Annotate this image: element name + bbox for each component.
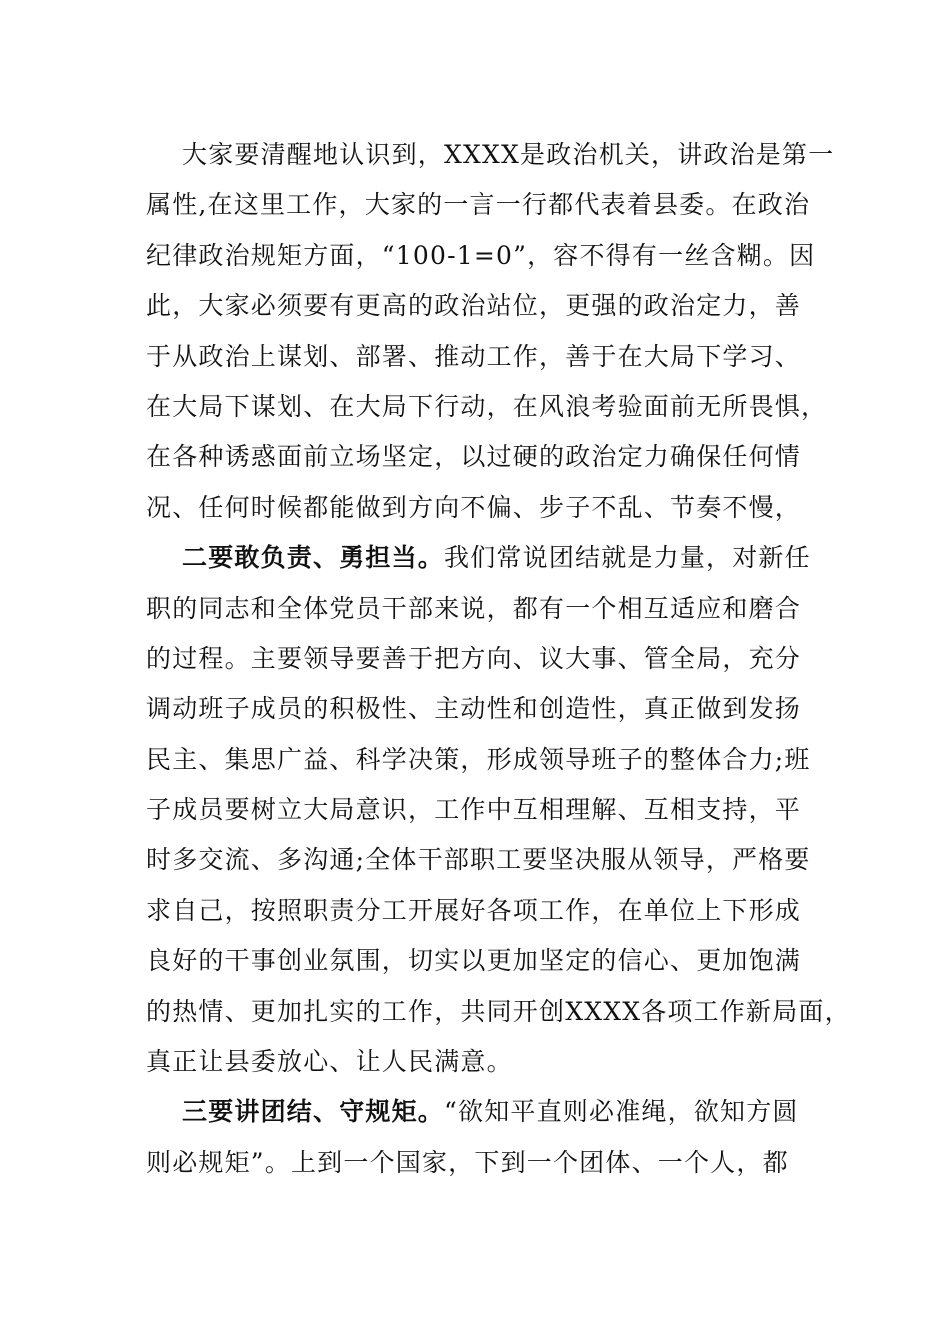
text-line: 求自己，按照职责分工开展好各项工作，在单位上下形成 (146, 895, 802, 925)
text-line: 大家要清醒地认识到，XXXX是政治机关，讲政治是第一 (182, 140, 835, 169)
text-line: 调动班子成员的积极性、主动性和创造性，真正做到发扬 (146, 694, 802, 724)
heading-line-text: 我们常说团结就是力量，对新任 (444, 543, 811, 573)
text-line: 职的同志和全体党员干部来说，都有一个相互适应和磨合 (146, 593, 802, 623)
text-line (146, 1087, 810, 1137)
paragraph-unity-rules (146, 1087, 810, 1188)
heading-line-text: “欲知平直则必准绳，欲知方圆 (444, 1097, 799, 1127)
text-line: 则必规矩”。上到一个国家，下到一个团体、一个人，都 (146, 1147, 789, 1177)
text-line: 纪律政治规矩方面，“100-1=0”，容不得有一丝含糊。因 (146, 240, 816, 270)
text-line (146, 533, 810, 583)
text-line: 真正让县委放心、让人民满意。 (146, 1047, 513, 1077)
text-line: 在大局下谋划、在大局下行动，在风浪考验面前无所畏惧， (146, 391, 828, 421)
text-line: 子成员要树立大局意识，工作中互相理解、互相支持，平 (146, 795, 802, 825)
text-line: 民主、集思广益、科学决策，形成领导班子的整体合力;班 (146, 744, 811, 774)
text-line: 于从政治上谋划、部署、推动工作，善于在大局下学习、 (146, 341, 802, 371)
paragraph-responsibility (146, 533, 851, 1087)
text-line: 属性,在这里工作，大家的一言一行都代表着县委。在政治 (146, 190, 811, 220)
text-line: 的过程。主要领导要善于把方向、议大事、管全局，充分 (146, 643, 802, 673)
paragraph-political-awareness (146, 130, 835, 533)
text-line: 况、任何时候都能做到方向不偏、步子不乱、节奏不慢， (146, 492, 802, 522)
text-line: 的热情、更加扎实的工作，共同开创XXXX各项工作新局面， (146, 996, 851, 1026)
section-heading: 二要敢负责、勇担当。 (182, 543, 445, 573)
text-line: 时多交流、多沟通;全体干部职工要坚决服从领导，严格要 (146, 845, 811, 875)
section-heading: 三要讲团结、守规矩。 (182, 1097, 445, 1127)
text-line: 此，大家必须要有更高的政治站位，更强的政治定力，善 (146, 291, 802, 321)
text-line: 良好的干事创业氛围，切实以更加坚定的信心、更加饱满 (146, 946, 802, 976)
text-line: 在各种诱惑面前立场坚定，以过硬的政治定力确保任何情 (146, 442, 802, 472)
document-body (146, 130, 851, 1188)
